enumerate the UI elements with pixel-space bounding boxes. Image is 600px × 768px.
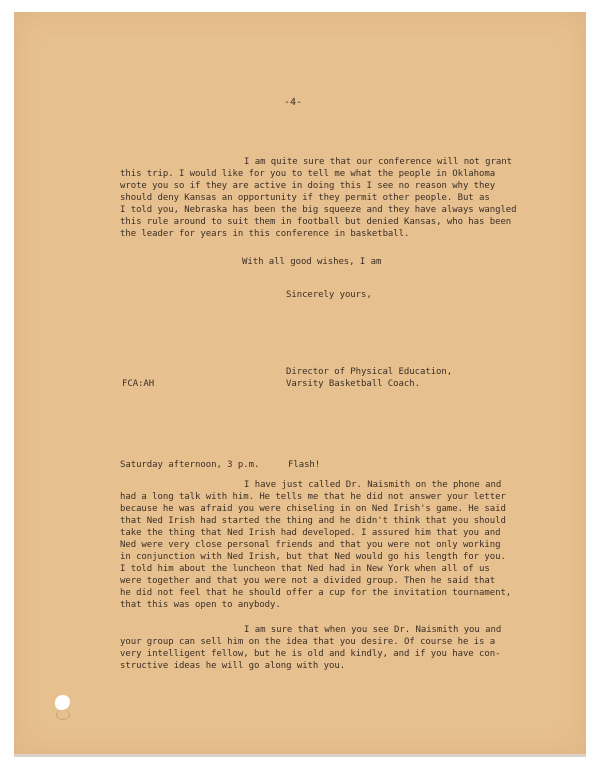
paragraph-2-line-10: he did not feel that he should offer a cup for the invitation tournament, [120, 588, 512, 598]
paragraph-1-line-5: I told you, Nebraska has been the big squeeze and they have always wangled [120, 205, 517, 215]
typist-initials: FCA:AH [122, 379, 155, 389]
signature-title-line-1: Director of Physical Education, [286, 367, 453, 377]
postscript-time: Saturday afternoon, 3 p.m. [120, 460, 260, 470]
paragraph-2-line-9: were together and that you were not a divided group. Then he said that [120, 576, 496, 586]
paragraph-2-line-5: take the thing that Ned Irish had developed. I assured him that you and [120, 528, 501, 538]
paragraph-1-line-2: this trip. I would like for you to tell me what the people in Oklahoma [120, 169, 496, 179]
paragraph-1-line-3: wrote you so if they are active in doing this I see no reason why they [120, 181, 496, 191]
punch-hole-shadow [56, 710, 70, 720]
signature-title-line-2: Varsity Basketball Coach. [286, 379, 420, 389]
paragraph-1-line-6: this rule around to suit them in football but denied Kansas, who has been [120, 217, 512, 227]
paragraph-2-line-8: I told him about the luncheon that Ned had in New York when all of us [120, 564, 490, 574]
paragraph-2-line-3: because he was afraid you were chiseling in on Ned Irish's game. He said [120, 504, 506, 514]
paragraph-3-line-4: structive ideas he will go along with you. [120, 661, 346, 671]
paragraph-3-line-3: very intelligent fellow, but he is old and kindly, and if you have con- [120, 649, 501, 659]
paragraph-2-line-4: that Ned Irish had started the thing and he didn't think that you should [120, 516, 506, 526]
paragraph-2-line-6: Ned were very close personal friends and that you were not only working [120, 540, 501, 550]
paragraph-3-line-2: your group can sell him on the idea that you desire. Of course he is a [120, 637, 496, 647]
paragraph-3-line-1: I am sure that when you see Dr. Naismith you and [244, 625, 502, 635]
paragraph-1-line-7: the leader for years in this conference in basketball. [120, 229, 410, 239]
paragraph-1-line-4: should deny Kansas an opportunity if they permit other people. But as [120, 193, 490, 203]
paragraph-1-line-1: I am quite sure that our conference will not grant [244, 157, 512, 167]
paragraph-2-line-1: I have just called Dr. Naismith on the phone and [244, 480, 502, 490]
closing-wishes: With all good wishes, I am [242, 257, 382, 267]
paragraph-2-line-7: in conjunction with Ned Irish, but that Ned would go his length for you. [120, 552, 506, 562]
paragraph-2-line-11: that this was open to anybody. [120, 600, 281, 610]
page-number: -4- [284, 97, 303, 108]
paragraph-2-line-2: had a long talk with him. He tells me that he did not answer your letter [120, 492, 506, 502]
complimentary-close: Sincerely yours, [286, 290, 372, 300]
page-edge-shadow [14, 754, 586, 757]
postscript-flash: Flash! [288, 460, 321, 470]
